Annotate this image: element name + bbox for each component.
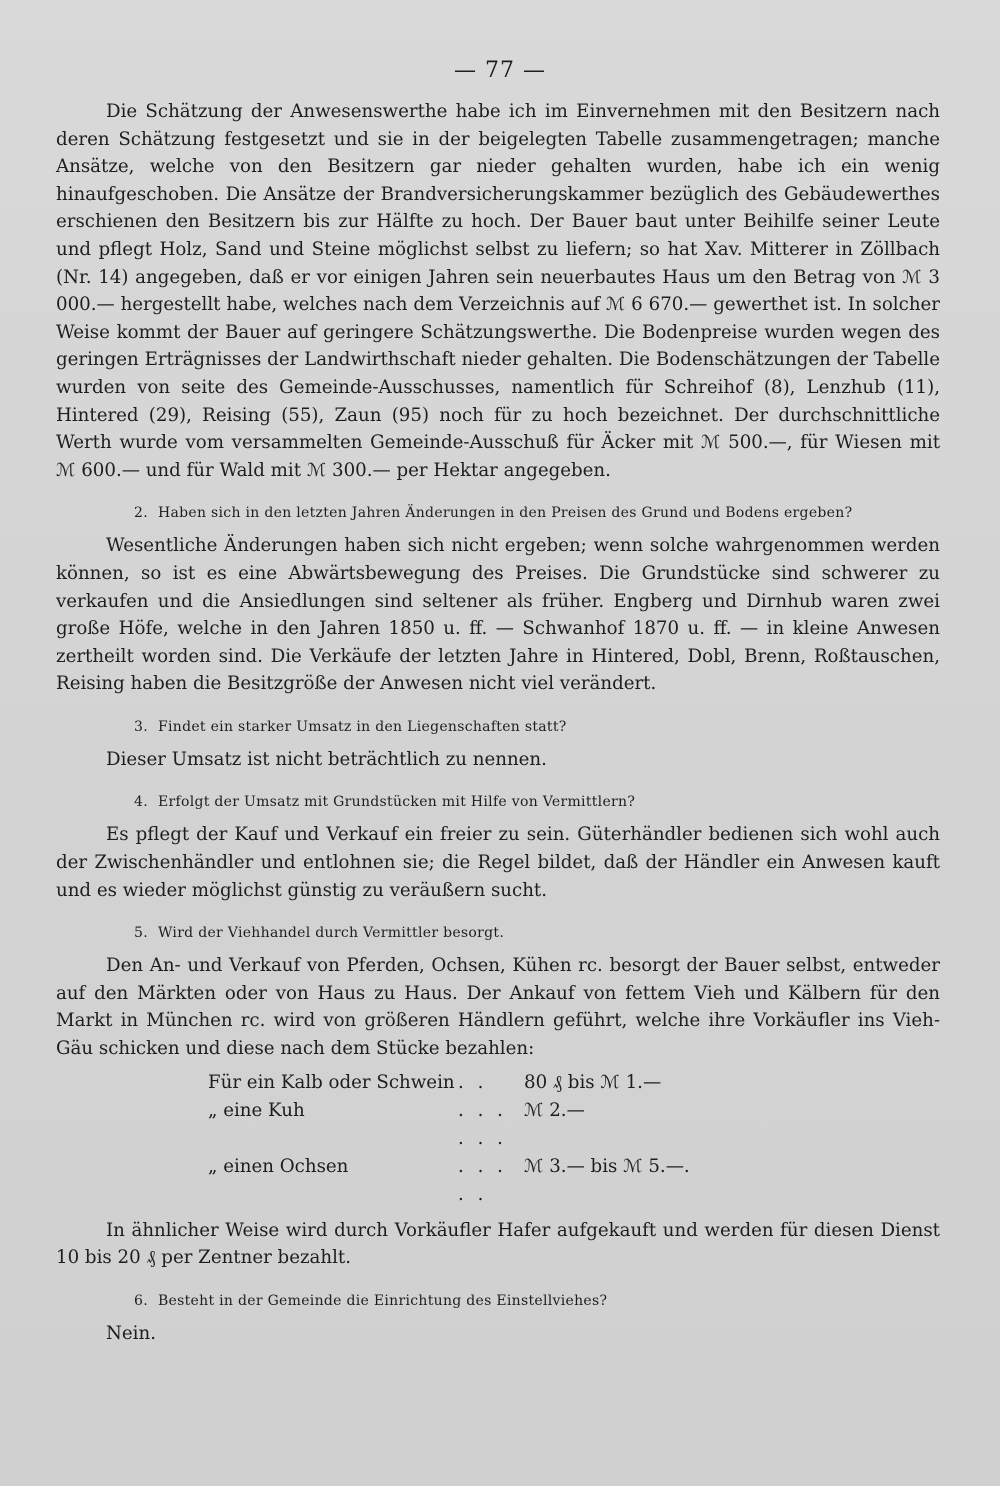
price-table bbox=[208, 1069, 690, 1209]
question-heading bbox=[56, 791, 940, 813]
question-number: 5. bbox=[134, 925, 148, 942]
price-value: ℳ 3.— bis ℳ 5.—. bbox=[524, 1155, 690, 1177]
question-text: Findet ein starker Umsatz in den Liegenschaften statt? bbox=[157, 718, 567, 735]
section-6 bbox=[56, 1290, 940, 1348]
answer-paragraph: Wesentliche Änderungen haben sich nicht ergeben; wenn solche wahrgenommen werden können, so ist es eine Abwärtsbewegung des Preises. Die Grundstücke sind schwerer zu verkaufen und die Ansiedlungen sind seltener als früher. Engberg und Dirnhub waren zwei große Höfe, welche in den Jahren 1850 u. ff. — Schwanhof 1870 u. ff. — in kleine Anwesen zertheilt worden sind. Die Verkäufe der letzten Jahre in Hintered, Dobl, Brenn, Roßtauschen, Reising haben die Besitzgröße der Anwesen nicht viel verändert. bbox=[56, 535, 940, 695]
answer-paragraph: Nein. bbox=[106, 1322, 156, 1344]
answer-paragraph: Es pflegt der Kauf und Verkauf ein freier zu sein. Güterhändler bedienen sich wohl auch der Zwischenhändler und entlohnen sie; die Regel bildet, daß der Händler ein Anwesen kauft und es wieder möglichst günstig zu veräußern sucht. bbox=[56, 824, 940, 901]
question-text: Haben sich in den letzten Jahren Änderungen in den Preisen des Grund und Bodens ergeben? bbox=[157, 505, 853, 522]
question-heading bbox=[56, 502, 940, 524]
answer-paragraph: Den An- und Verkauf von Pferden, Ochsen, Kühen rc. besorgt der Bauer selbst, entweder auf den Märkten oder von Haus zu Haus. Der Ankauf von fettem Vieh und Kälbern für den Markt in München rc. wird von größeren Händlern geführt, welche ihre Vorkäufler ins Vieh-Gäu schicken und diese nach dem Stücke bezahlen: bbox=[56, 955, 940, 1060]
question-number: 4. bbox=[134, 794, 148, 811]
question-number: 3. bbox=[134, 718, 148, 735]
section-5 bbox=[56, 922, 940, 1272]
question-heading bbox=[56, 1290, 940, 1312]
price-row bbox=[208, 1069, 690, 1097]
price-dots: . . . . . . bbox=[458, 1099, 507, 1149]
question-number: 2. bbox=[134, 505, 148, 522]
price-row bbox=[208, 1153, 690, 1209]
question-heading bbox=[56, 716, 940, 738]
section-2 bbox=[56, 502, 940, 698]
section-3 bbox=[56, 716, 940, 774]
price-value: ℳ 2.— bbox=[524, 1099, 585, 1121]
question-text: Wird der Viehhandel durch Vermittler besorgt. bbox=[157, 925, 505, 942]
price-item: „ einen Ochsen bbox=[208, 1155, 349, 1177]
price-row bbox=[208, 1097, 690, 1153]
price-dots: . . bbox=[458, 1071, 488, 1093]
question-number: 6. bbox=[134, 1292, 148, 1309]
price-item: „ eine Kuh bbox=[208, 1099, 305, 1121]
price-dots: . . . . . bbox=[458, 1155, 507, 1205]
answer-paragraph: Dieser Umsatz ist nicht beträchtlich zu nennen. bbox=[106, 748, 547, 770]
page-number: — 77 — bbox=[454, 58, 546, 83]
page-content bbox=[56, 98, 940, 1347]
answer-paragraph-continued: In ähnlicher Weise wird durch Vorkäufler Hafer aufgekauft und werden für diesen Dienst 10 bis 20 ₰ per Zentner bezahlt. bbox=[56, 1219, 940, 1269]
intro-paragraph: Die Schätzung der Anwesenswerthe habe ich im Einvernehmen mit den Besitzern nach deren Schätzung festgesetzt und sie in der beigelegten Tabelle zusammengetragen; manche Ansätze, welche von den Besitzern gar nieder gehalten wurden, habe ich ein wenig hinaufgeschoben. Die Ansätze der Brandversicherungskammer bezüglich des Gebäudewerthes erschienen den Besitzern bis zur Hälfte zu hoch. Der Bauer baut unter Beihilfe seiner Leute und pflegt Holz, Sand und Steine möglichst selbst zu liefern; so hat Xav. Mitterer in Zöllbach (Nr. 14) angegeben, daß er vor einigen Jahren sein neuerbautes Haus um den Betrag von ℳ 3 000.— hergestellt habe, welches nach dem Verzeichnis auf ℳ 6 670.— gewerthet ist. In solcher Weise kommt der Bauer auf geringere Schätzungswerthe. Die Bodenpreise wurden wegen des geringen Erträgnisses der Landwirthschaft nieder gehalten. Die Bodenschätzungen der Tabelle wurden von seite des Gemeinde-Ausschusses, namentlich für Schreihof (8), Lenzhub (11), Hintered (29), Reising (55), Zaun (95) noch für zu hoch bezeichnet. Der durchschnittliche Werth wurde vom versammelten Gemeinde-Ausschuß für Äcker mit ℳ 500.—, für Wiesen mit ℳ 600.— und für Wald mit ℳ 300.— per Hektar angegeben. bbox=[56, 101, 940, 481]
question-heading bbox=[56, 922, 940, 944]
price-value: 80 ₰ bis ℳ 1.— bbox=[524, 1071, 662, 1093]
section-4 bbox=[56, 791, 940, 904]
question-text: Erfolgt der Umsatz mit Grundstücken mit Hilfe von Vermittlern? bbox=[157, 794, 636, 811]
question-text: Besteht in der Gemeinde die Einrichtung des Einstellviehes? bbox=[157, 1292, 608, 1309]
price-item: Für ein Kalb oder Schwein bbox=[208, 1071, 455, 1093]
